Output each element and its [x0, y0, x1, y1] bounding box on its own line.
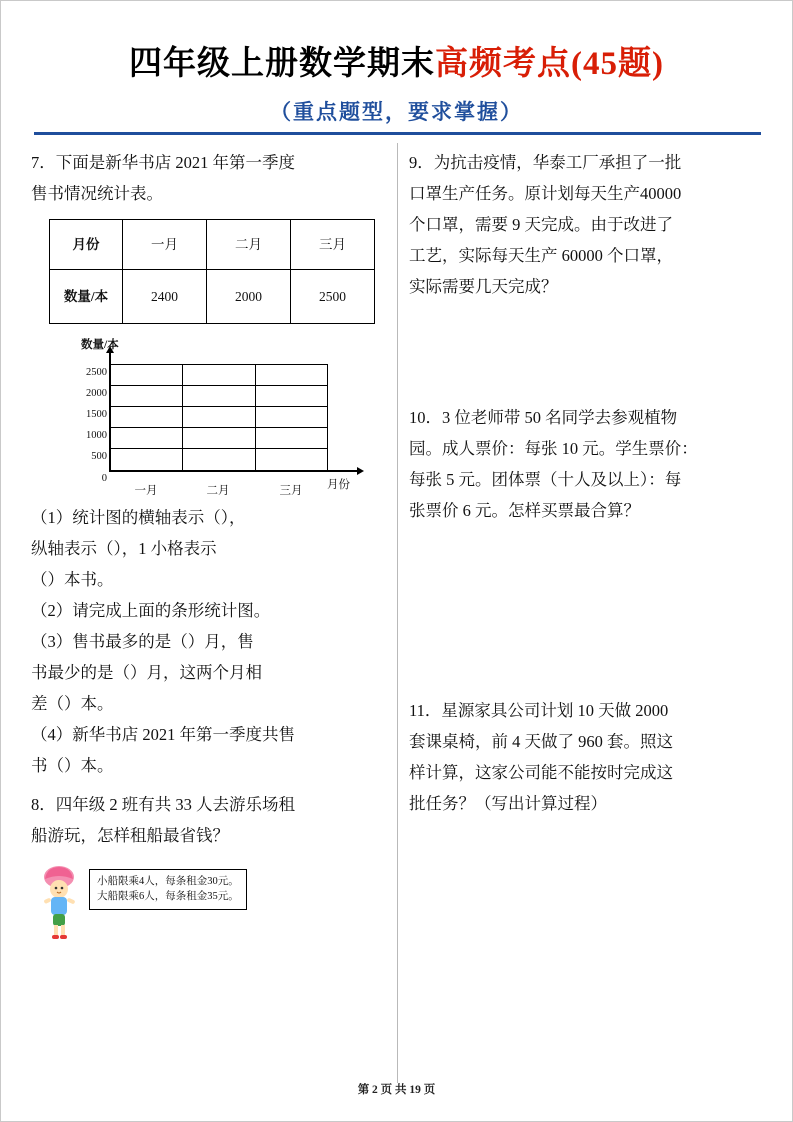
q10-line-3: 每张 5 元。团体票（十人及以上）：每: [409, 470, 682, 489]
q7-sub4-line-1: （4）新华书店 2021 年第一季度共售: [31, 725, 295, 744]
table-cell-month-1: 一月: [123, 220, 207, 270]
chart-gridline-vertical: [327, 364, 328, 470]
chart-gridline-vertical: [182, 364, 183, 470]
page-header: [1, 37, 792, 126]
q8-illustration-row: [31, 861, 386, 941]
q7-sub3-text-f: ）本。: [64, 694, 114, 713]
q8-line-2: 船游玩，怎样租船最省钱？: [31, 826, 229, 845]
chart-gridline: [109, 448, 327, 449]
q7-sub4-text-b: 书（: [31, 756, 64, 775]
q9-line-4: 工艺，实际每天生产 60000 个口罩，: [409, 246, 673, 265]
chart-x-axis-label: 月份: [327, 479, 350, 491]
answer-space-9: [409, 306, 759, 402]
table-cell-month-2: 二月: [207, 220, 291, 270]
header-divider: [34, 132, 761, 135]
q7-sub1-line-2: [31, 533, 386, 564]
question-8: [31, 789, 386, 941]
boat-note-line-2: 大船限乘6人，每条租金35元。: [97, 891, 239, 902]
chart-gridline: [109, 406, 327, 407]
table-header-month: 月份: [50, 220, 123, 270]
table-row: [50, 270, 375, 324]
answer-space-10: [409, 530, 759, 695]
chart-x-tick: 二月: [206, 485, 230, 497]
q7-sub1-text-c: 纵轴表示（: [31, 539, 114, 558]
q11-line-3: 样计算，这家公司能不能按时完成这: [409, 763, 673, 782]
chart-y-tick: 0: [101, 473, 107, 484]
chart-y-axis: [109, 352, 111, 470]
bar-chart: [47, 330, 387, 500]
q7-sub3-text-a: （3）售书最多的是（: [31, 632, 188, 651]
table-cell-month-3: 三月: [291, 220, 375, 270]
q7-sub3-text-b: ）月，售: [187, 632, 254, 651]
q7-sub3-line-2: [31, 657, 386, 688]
q9-line-3: 个口罩，需要 9 天完成。由于改进了: [409, 215, 673, 234]
chart-y-tick: 500: [91, 451, 107, 462]
q7-sub1-text-a: （1）统计图的横轴表示（: [31, 508, 221, 527]
chart-y-tick: 1000: [86, 430, 107, 441]
q7-sub3-text-c: 书最少的是（: [31, 663, 130, 682]
table-cell-value-2: 2000: [207, 270, 291, 324]
column-divider: [397, 143, 398, 1083]
chart-y-tick: 1500: [86, 409, 107, 420]
chart-gridline: [109, 364, 327, 365]
q7-sub1-text-d: ），1 小格表示: [113, 539, 217, 558]
page-footer: 第 2 页 共 19 页: [357, 1084, 436, 1096]
cartoon-girl-icon: [37, 863, 83, 939]
q7-sub1-text-f: ）本书。: [47, 570, 114, 589]
question-9: [409, 147, 759, 302]
table-cell-value-1: 2400: [123, 270, 207, 324]
table-row: [50, 220, 375, 270]
left-column: [31, 147, 386, 945]
page-title-main: 四年级上册数学期末: [129, 46, 435, 82]
q10-line-4: 张票价 6 元。怎样买票最合算？: [409, 501, 640, 520]
q7-sub1-text-e: （: [31, 570, 48, 589]
table-header-quantity: 数量/本: [50, 270, 123, 324]
q7-sub3-line-1: [31, 626, 386, 657]
chart-gridline: [109, 385, 327, 386]
page-title-highlight: 高频考点(45题): [435, 46, 664, 82]
chart-x-tick: 一月: [134, 485, 158, 497]
chart-y-tick: 2500: [86, 367, 107, 378]
q10-line-2: 园。成人票价：每张 10 元。学生票价：: [409, 439, 698, 458]
q7-sub1-line-3: [31, 564, 386, 595]
q7-sub1-text-b: ），: [220, 508, 246, 527]
question-7: [31, 147, 386, 781]
question-11: [409, 695, 759, 819]
q10-line-1: 10．3 位老师带 50 名同学去参观植物: [409, 408, 678, 427]
chart-x-tick: 三月: [279, 485, 303, 497]
question-10: [409, 402, 759, 526]
boat-price-note: [89, 869, 247, 910]
q7-sub4-text-c: ）本。: [64, 756, 114, 775]
q9-line-2: 口罩生产任务。原计划每天生产40000: [409, 184, 682, 203]
page-subtitle: （重点题型，要求掌握）: [270, 100, 523, 124]
q7-sub3-line-3: [31, 688, 386, 719]
q9-line-5: 实际需要几天完成？: [409, 277, 558, 296]
chart-y-axis-label: 数量/本: [81, 339, 119, 351]
q11-line-2: 套课桌椅，前 4 天做了 960 套。照这: [409, 732, 673, 751]
q11-line-1: 11．星源家具公司计划 10 天做 2000: [409, 701, 669, 720]
chart-y-tick: 2000: [86, 388, 107, 399]
q7-sub4-line-2: [31, 750, 386, 781]
boat-note-line-1: 小船限乘4人，每条租金30元。: [97, 876, 239, 887]
page-title: [1, 37, 792, 84]
chart-gridline: [109, 427, 327, 428]
q11-line-4: 批任务？（写出计算过程）: [409, 794, 607, 813]
table-cell-value-3: 2500: [291, 270, 375, 324]
q7-sub2: （2）请完成上面的条形统计图。: [31, 601, 271, 620]
q9-line-1: 9．为抗击疫情，华泰工厂承担了一批: [409, 153, 682, 172]
sales-statistics-table: [49, 219, 375, 324]
chart-gridline-vertical: [255, 364, 256, 470]
q7-sub3-text-e: 差（: [31, 694, 64, 713]
chart-x-axis: [109, 470, 359, 472]
right-column: [409, 147, 759, 823]
q7-sub3-text-d: ）月，这两个月相: [130, 663, 262, 682]
q8-line-1: 8．四年级 2 班有共 33 人去游乐场租: [31, 795, 295, 814]
q7-line-1: 7．下面是新华书店 2021 年第一季度: [31, 153, 295, 172]
q7-line-2: 售书情况统计表。: [31, 184, 163, 203]
